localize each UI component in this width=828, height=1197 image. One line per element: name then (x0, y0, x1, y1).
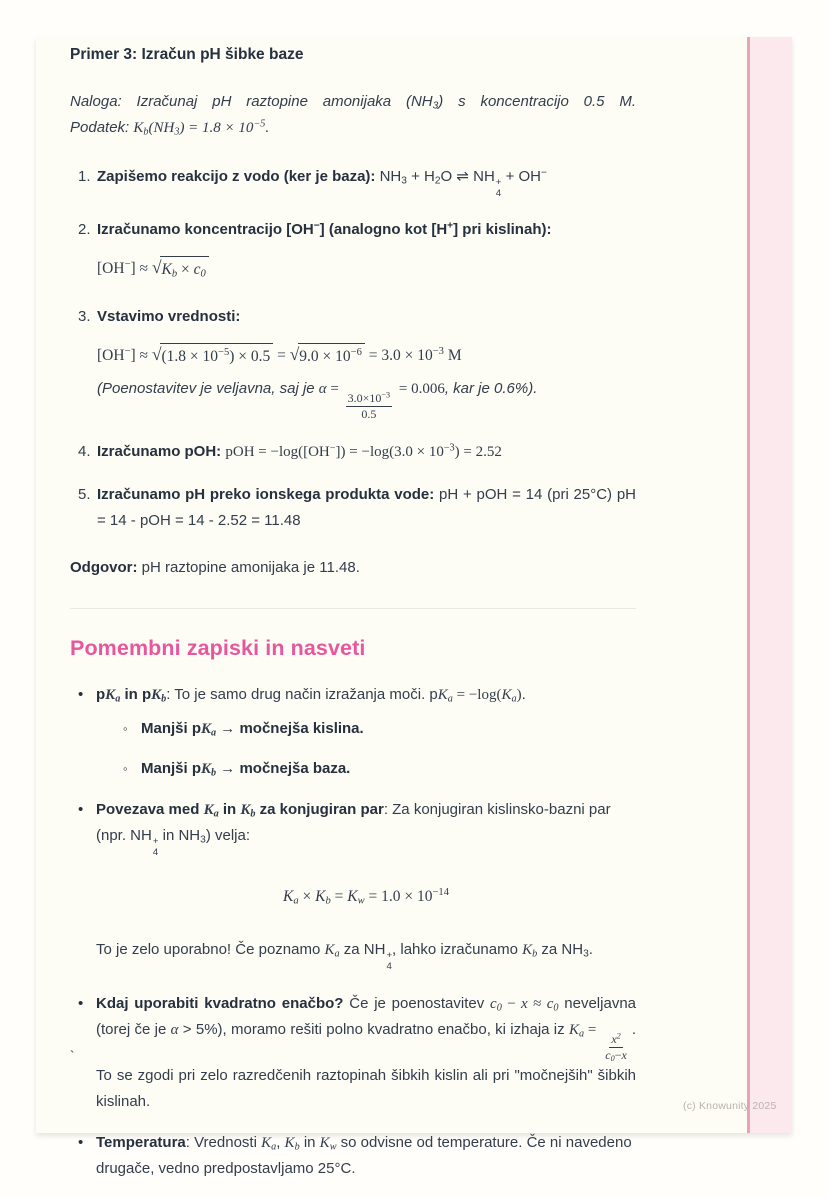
step-body: Izračunamo pOH: pOH = $-\log([OH^-]) = -\log(3.0 \times 10^{-3}) = 2.52$ (97, 442, 502, 460)
formula-oh-values: [OH−] ≈ √ $(1.8 \times 10^{-5}) \times 0.5$ = √ $9.0 \times 10^{-6}$ = $3.0 \times 10^{-3}$ M (97, 341, 636, 371)
answer-paragraph: Odgovor: pH raztopine amonijaka je 11.48. (70, 558, 360, 576)
sub-note-acid: ◦ Manjši $pK_a$ → močnejša kislina. (123, 716, 636, 742)
note-temperature: • Temperatura: Vrednosti $K_a$, $K_b$ in $K_w$ so odvisne od temperature. Če ni navedeno drugače, vedno predpostavljamo 25°C. (78, 1130, 636, 1182)
note-pka-pkb (78, 682, 636, 782)
sub-note-base: ◦ Manjši $pK_b$ → močnejša baza. (123, 756, 636, 782)
step-body (97, 217, 636, 287)
note-body: • $pK_a$ in $pK_b$: To je samo drug način izražanja moči. $pK_a = -\log(K_a)$. (96, 685, 526, 705)
step-5 (78, 482, 636, 534)
note-usefulness: To je zelo uporabno! Če poznamo $K_a$ za NH + 4 , lahko izračunamo $K_b$ za $NH_3$. (96, 940, 593, 972)
step-body: Izračunamo pH preko ionskega produkta vode: pH + pOH = 14 (pri 25°C) pH = 14 - pOH = 14 - 2.52 = 11.48 (97, 485, 636, 529)
step-number: 3. (78, 307, 91, 325)
stray-character: ` (70, 1048, 75, 1063)
document-card (36, 37, 792, 1178)
step-3-text: Vstavimo vrednosti: (97, 307, 241, 325)
note-ka-kb-relation (78, 797, 636, 973)
example-title: Primer 3: Izračun pH šibke baze (70, 46, 304, 63)
task-line-2: Podatek: $K_b(NH_3) = 1.8 \times 10^{-5}$. (70, 118, 270, 138)
page-edge-ribbon (747, 37, 792, 1133)
step-number: 5. (78, 485, 91, 503)
step-4 (78, 439, 636, 465)
step-3 (78, 304, 636, 422)
step-number: 1. (78, 168, 91, 185)
copyright-watermark: (c) Knowunity 2025 (683, 1100, 777, 1112)
document-content (70, 46, 636, 1197)
note-quadratic: • Kdaj uporabiti kvadratno enačbo? Če je poenostavitev $c_0 - x \approx c_0$ neveljavna (torej če je α > 5%), moramo rešiti polno kvadratno enačbo, ki izhaja iz $K_a$ = $\frac{x^2}{c_0-x}$ . To se zgodi pri zelo razredčenih raztopinah šibkih kislin ali pri "močnejših" šibkih kislinah. (78, 991, 636, 1115)
formula-ka-kb-kw: $K_a \times K_b = K_w = 1.0 \times 10^{-14}$ (283, 886, 449, 907)
step-body: Zapišemo reakcijo z vodo (ker je baza): $NH_3 + H_2O$ ⇌ NH + 4 + OH− (97, 167, 547, 200)
step-body (97, 304, 636, 422)
formula-oh-approx: [OH−] ≈ √ $K_b \times c_0$ (97, 254, 636, 284)
task-paragraph (70, 89, 636, 141)
step-1 (78, 164, 636, 200)
simplification-note: (Poenostavitev je veljavna, saj je α = $\frac{3.0\times 10^{-3}}{0.5}$ = 0.006, kar je 0.6%). (97, 379, 538, 421)
step-number: 4. (78, 442, 91, 460)
step-number: 2. (78, 220, 91, 238)
task-line-1: Naloga: Izračunaj pH raztopine amonijaka $(NH_3)$ s koncentracijo 0.5 M. (70, 93, 636, 112)
notes-heading: Pomembni zapiski in nasveti (70, 635, 366, 660)
step-2 (78, 217, 636, 287)
notes-list (70, 682, 636, 1183)
sub-notes (96, 716, 636, 782)
solution-steps (70, 164, 636, 534)
step-2-text: Izračunamo koncentracijo [OH−] (analogno kot [H+] pri kislinah): (97, 220, 552, 238)
note-body: • Povezava med $K_a$ in $K_b$ za konjugiran par: Za konjugiran kislinsko-bazni par (npr. NH + 4 in $NH_3$) velja: (96, 800, 611, 858)
section-divider (70, 608, 636, 609)
